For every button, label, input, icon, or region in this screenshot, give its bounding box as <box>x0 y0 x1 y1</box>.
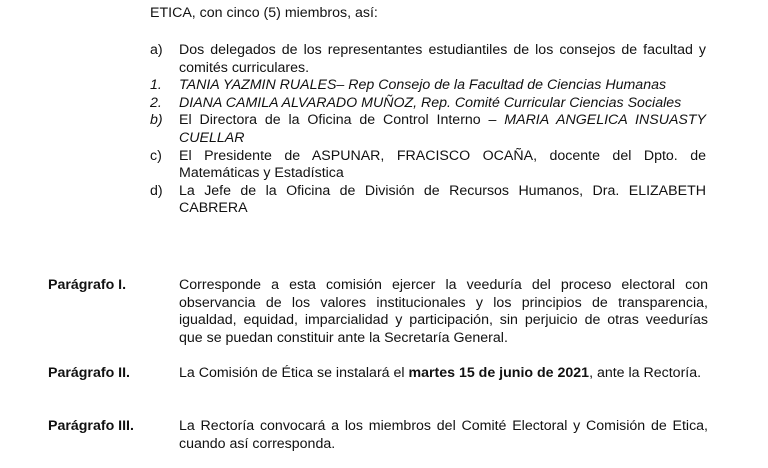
paragrafo-text: La Rectoría convocará a los miembros del Comité Electoral y Comisión de Etica, cuando así corresponda. <box>179 418 708 452</box>
list-item-text <box>179 112 706 147</box>
list-marker: c) <box>150 147 162 164</box>
intro-line: ETICA, con cinco (5) miembros, así: <box>150 5 378 21</box>
list-marker: 1. <box>150 77 162 94</box>
paragrafo-2 <box>48 365 708 383</box>
list-item-c <box>150 148 706 183</box>
list-marker: d) <box>150 182 163 199</box>
paragrafo-1 <box>48 277 708 347</box>
paragrafo-text <box>179 365 708 383</box>
paragrafo-label: Parágrafo III. <box>48 418 134 434</box>
list-item-text: DIANA CAMILA ALVARADO MUÑOZ, Rep. Comité Curricular Ciencias Sociales <box>179 94 682 111</box>
list-marker: b) <box>150 112 163 129</box>
list-item-text: TANIA YAZMIN RUALES– Rep Consejo de la Facultad de Ciencias Humanas <box>179 77 667 94</box>
paragrafo-label: Parágrafo I. <box>48 277 127 293</box>
list-item-text-italic: MARIA ANGELICA INSUASTY CUELLAR <box>179 112 707 146</box>
list-marker: 2. <box>150 94 162 111</box>
list-marker: a) <box>150 42 163 58</box>
paragrafo-text-after: , ante la Rectoría. <box>589 365 702 381</box>
list-item-text-normal: El Directora de la Oficina de Control Interno – <box>179 112 505 129</box>
list-item-1 <box>150 77 706 95</box>
list-item-2 <box>150 95 706 113</box>
paragrafo-text-date: martes 15 de junio de 2021 <box>408 365 590 381</box>
paragrafo-text-before: La Comisión de Ética se instalará el <box>179 365 409 381</box>
list-item-a <box>150 42 706 77</box>
list-item-text: El Presidente de ASPUNAR, FRACISCO OCAÑA, docente del Dpto. de Matemáticas y Estadística <box>179 147 706 182</box>
list-item-text: La Jefe de la Oficina de División de Recursos Humanos, Dra. ELIZABETH CABRERA <box>179 182 706 217</box>
paragrafo-label: Parágrafo II. <box>48 365 131 381</box>
list-item-b <box>150 112 706 147</box>
list-item-d <box>150 183 706 218</box>
paragrafo-text: Corresponde a esta comisión ejercer la veeduría del proceso electoral con observancia de los valores institucionales y los principios de transparencia, igualdad, equidad, imparcialidad y participación, sin perjuicio de otras veedurías que se puedan constituir ante la Secretaría General. <box>179 277 708 346</box>
paragrafo-3 <box>48 418 708 453</box>
members-list <box>150 42 706 218</box>
list-item-text: Dos delegados de los representantes estudiantiles de los consejos de facultad y comités curriculares. <box>179 42 706 76</box>
